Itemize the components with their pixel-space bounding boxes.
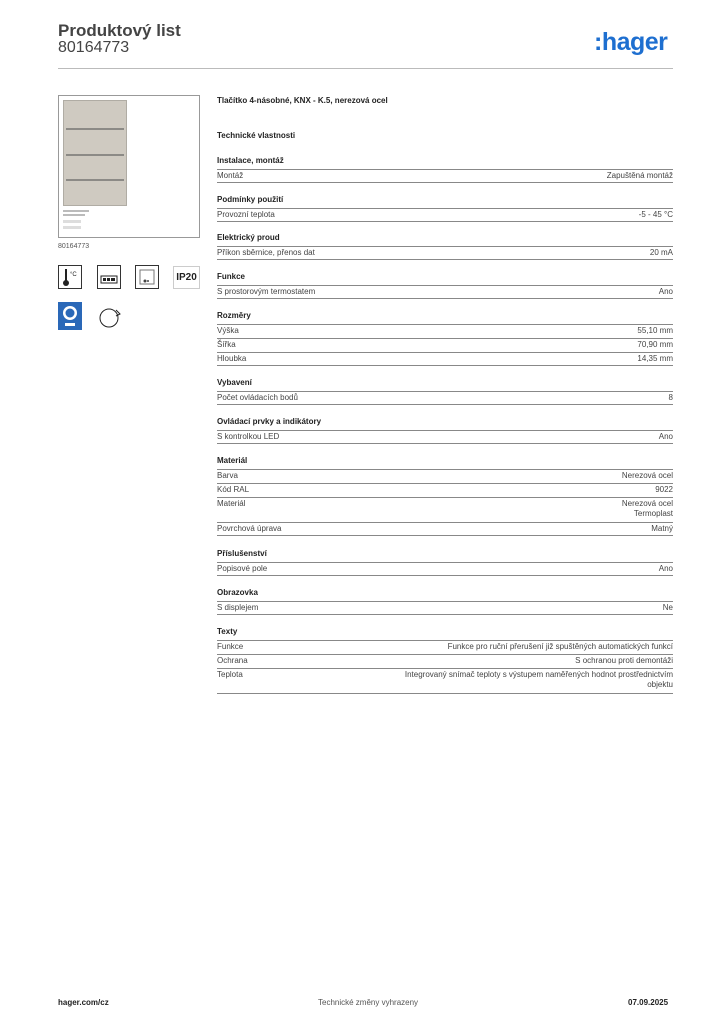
spec-value: 70,90 mm — [637, 340, 673, 349]
section-title: Instalace, montáž — [217, 156, 284, 165]
spec-key: Počet ovládacích bodů — [217, 393, 298, 402]
spec-key: Materiál — [217, 499, 246, 508]
spec-value: -5 - 45 °C — [638, 210, 673, 219]
spec-row — [217, 285, 673, 299]
label-strip — [63, 214, 85, 216]
spec-key: Výška — [217, 326, 239, 335]
spec-row — [217, 324, 673, 338]
spec-value: Zapuštěná montáž — [606, 171, 673, 180]
rocker-divider — [66, 179, 124, 181]
section-title: Elektrický proud — [217, 233, 280, 242]
footer-date: 07.09.2025 — [628, 998, 669, 1007]
spec-key: Příkon sběrnice, přenos dat — [217, 248, 315, 257]
section-title: Materiál — [217, 456, 248, 465]
spec-value-line: objektu — [647, 680, 673, 689]
spec-row — [217, 430, 673, 444]
spec-value-line: Nerezová ocel — [621, 499, 673, 508]
spec-row — [217, 391, 673, 405]
label-strip — [63, 226, 81, 229]
spec-value: Ne — [662, 603, 673, 612]
spec-key: Teplota — [217, 670, 243, 679]
section-title: Funkce — [217, 272, 246, 281]
spec-row — [217, 522, 673, 536]
spec-value-line: Termoplast — [633, 509, 673, 518]
label-strip — [63, 220, 81, 223]
spec-key: Montáž — [217, 171, 244, 180]
spec-value — [405, 670, 673, 690]
rocker-divider — [66, 128, 124, 130]
spec-value: 20 mA — [649, 248, 673, 257]
spec-value: S ochranou proti demontáži — [575, 656, 673, 665]
spec-key: Provozní teplota — [217, 210, 275, 219]
section-title: Příslušenství — [217, 549, 267, 558]
spec-value — [622, 499, 673, 519]
spec-row — [217, 338, 673, 352]
spec-value: 14,35 mm — [637, 354, 673, 363]
section-title: Obrazovka — [217, 588, 258, 597]
svg-text:°C: °C — [70, 272, 77, 278]
spec-key: S prostorovým termostatem — [217, 287, 316, 296]
spec-value: 9022 — [655, 485, 673, 494]
spec-value-line: Integrovaný snímač teploty s výstupem naměřených hodnot prostřednictvím — [404, 670, 673, 679]
thermometer-celsius-icon — [58, 265, 82, 289]
spec-key: Kód RAL — [217, 485, 250, 494]
spec-row — [217, 169, 673, 183]
spec-row — [217, 483, 673, 497]
spec-key: Povrchová úprava — [217, 524, 282, 533]
spec-row — [217, 208, 673, 222]
product-title: Tlačítko 4-násobné, KNX - K.5, nerezová ocel — [217, 96, 388, 105]
spec-row — [217, 640, 673, 654]
spec-value: Nerezová ocel — [621, 471, 673, 480]
spec-value: Funkce pro ruční přerušení již spuštěných automatických funkcí — [447, 642, 673, 651]
spec-key: Ochrana — [217, 656, 248, 665]
spec-heading: Technické vlastnosti — [217, 131, 296, 140]
rotation-arrow-icon — [97, 305, 121, 329]
spec-key: Šířka — [217, 340, 236, 349]
spec-key: Hloubka — [217, 354, 247, 363]
spec-value: Ano — [658, 432, 673, 441]
spec-row — [217, 654, 673, 668]
section-title: Rozměry — [217, 311, 251, 320]
spec-key: Barva — [217, 471, 238, 480]
knx-easy-icon — [58, 302, 82, 326]
sensor-panel-icon — [135, 265, 159, 289]
spec-value: Ano — [658, 287, 673, 296]
section-title: Podmínky použití — [217, 195, 284, 204]
spec-row — [217, 469, 673, 483]
spec-row — [217, 246, 673, 260]
spec-key: Popisové pole — [217, 564, 268, 573]
spec-key: S kontrolkou LED — [217, 432, 280, 441]
section-title: Vybavení — [217, 378, 252, 387]
spec-value: Matný — [651, 524, 673, 533]
product-code: 80164773 — [58, 39, 130, 56]
spec-row — [217, 497, 673, 522]
image-caption: 80164773 — [58, 243, 90, 250]
spec-value: 55,10 mm — [637, 326, 673, 335]
section-title: Texty — [217, 627, 238, 636]
spec-row — [217, 352, 673, 366]
header-divider — [58, 68, 673, 69]
product-image — [58, 95, 200, 238]
spec-row — [217, 668, 673, 694]
ip20-badge: IP20 — [173, 266, 200, 289]
spec-key: S displejem — [217, 603, 259, 612]
switch-plate — [63, 100, 127, 206]
spec-row — [217, 601, 673, 615]
footer-website-link[interactable]: hager.com/cz — [58, 998, 109, 1007]
spec-key: Funkce — [217, 642, 244, 651]
label-strip — [63, 210, 89, 212]
rocker-divider — [66, 154, 124, 156]
page-title: Produktový list — [58, 21, 181, 40]
spec-value: Ano — [658, 564, 673, 573]
spec-value: 8 — [668, 393, 673, 402]
section-title: Ovládací prvky a indikátory — [217, 417, 322, 426]
footer-disclaimer: Technické změny vyhrazeny — [318, 998, 419, 1007]
spec-row — [217, 562, 673, 576]
hager-logo: :hager — [594, 28, 668, 56]
display-panel-icon — [97, 265, 121, 289]
